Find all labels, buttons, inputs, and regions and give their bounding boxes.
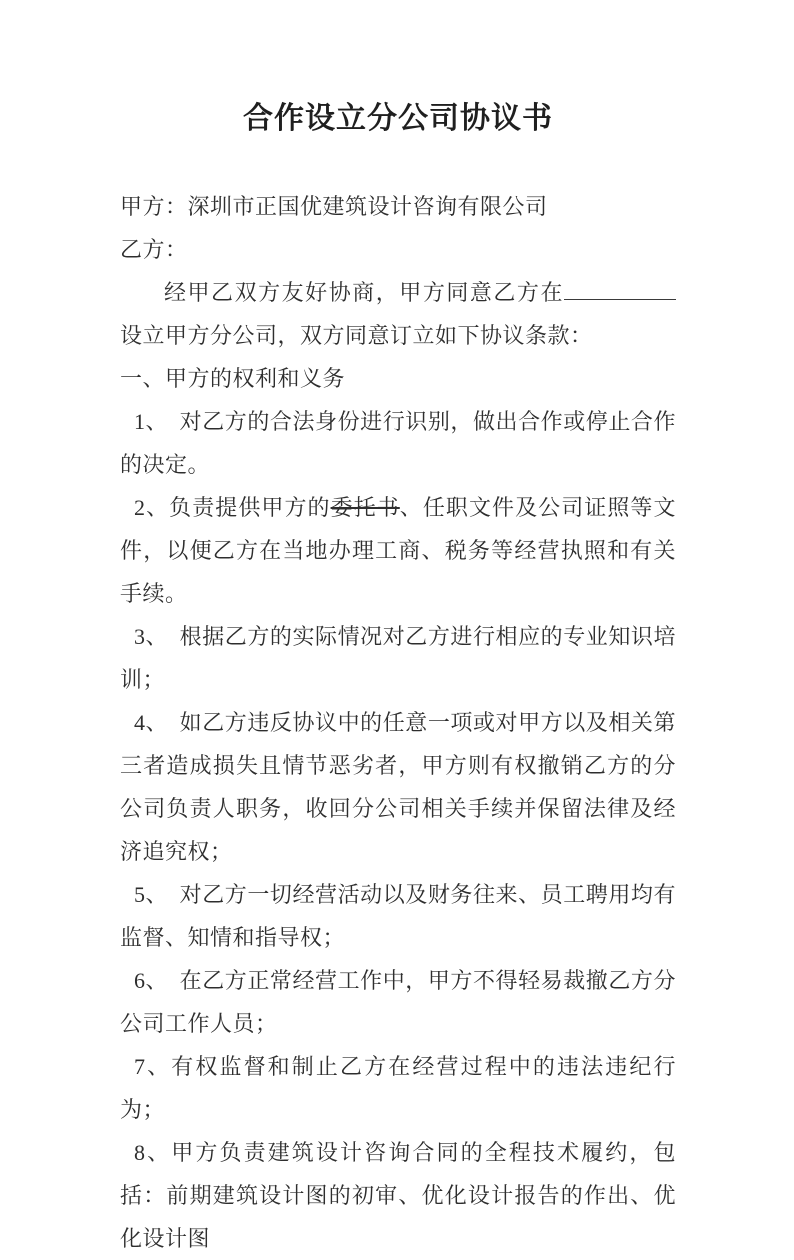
party-a-line: 甲方：深圳市正国优建筑设计咨询有限公司 — [120, 194, 548, 219]
section-heading-party-a-rights: 一、甲方的权利和义务 — [120, 366, 346, 391]
clause-2 — [120, 486, 676, 615]
party-b-line: 乙方： — [120, 237, 188, 262]
clause-3: 3、 根据乙方的实际情况对乙方进行相应的专业知识培训； — [120, 624, 676, 692]
clause-2-strikethrough-text: 委托书 — [330, 495, 400, 520]
clause-8: 8、甲方负责建筑设计咨询合同的全程技术履约，包括：前期建筑设计图的初审、优化设计报告的作出、优化设计图 — [120, 1140, 676, 1251]
fill-in-blank-line — [564, 279, 676, 300]
clause-7: 7、有权监督和制止乙方在经营过程中的违法违纪行为； — [120, 1054, 676, 1122]
clause-4: 4、 如乙方违反协议中的任意一项或对甲方以及相关第三者造成损失且情节恶劣者，甲方则有权撤销乙方的分公司负责人职务，收回分公司相关手续并保留法律及经济追究权； — [120, 710, 676, 864]
clause-5: 5、 对乙方一切经营活动以及财务往来、员工聘用均有监督、知情和指导权； — [120, 882, 676, 950]
intro-text-after-blank: 设立甲方分公司，双方同意订立如下协议条款： — [120, 323, 593, 348]
clause-6: 6、 在乙方正常经营工作中，甲方不得轻易裁撤乙方分公司工作人员； — [120, 968, 676, 1036]
clause-1: 1、 对乙方的合法身份进行识别，做出合作或停止合作的决定。 — [120, 409, 676, 477]
clause-2-post-text: 、任职文件及公司证照等文件，以便乙方在当地办理工商、税务等经营执照和有关手续。 — [120, 495, 676, 606]
document-title: 合作设立分公司协议书 — [243, 102, 553, 135]
intro-paragraph — [120, 271, 676, 357]
intro-text-before-blank: 经甲乙双方友好协商，甲方同意乙方在 — [164, 280, 564, 305]
clause-2-pre-text: 2、负责提供甲方的 — [134, 495, 331, 520]
